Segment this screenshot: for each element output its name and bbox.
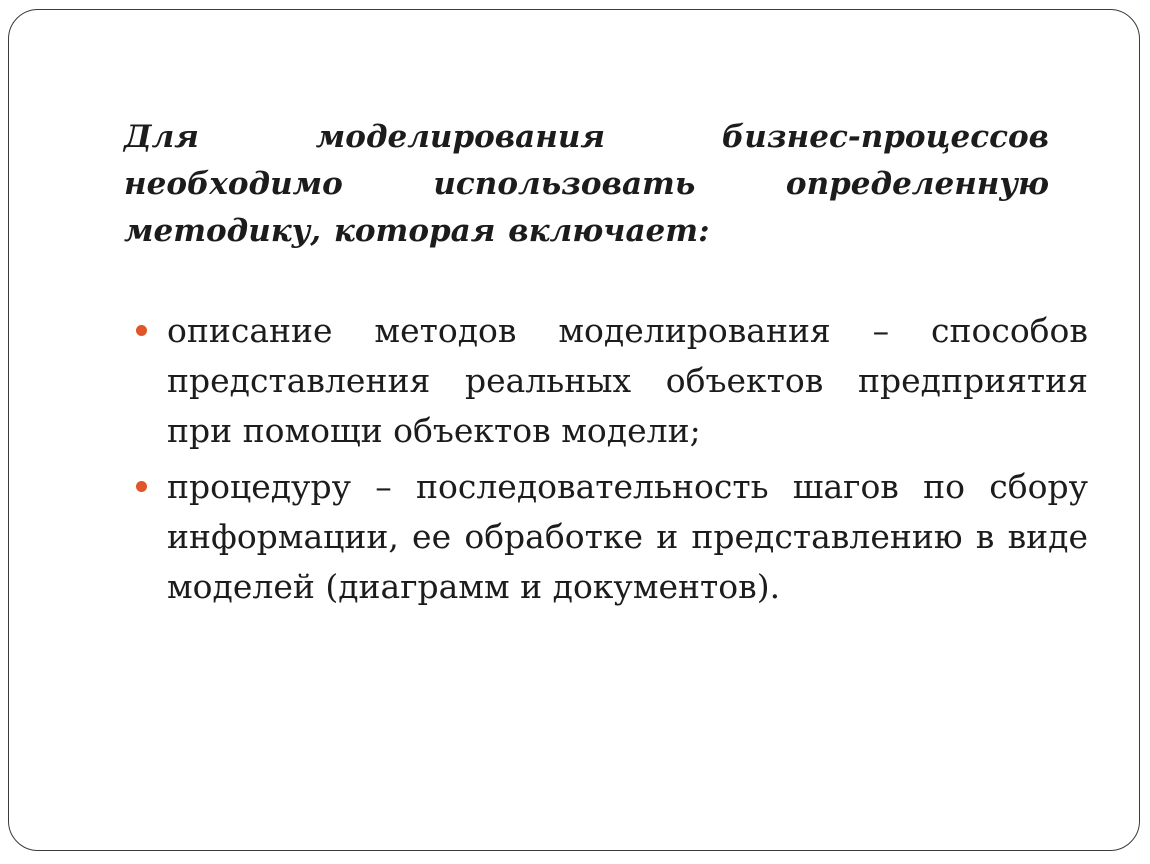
bullet-dot-icon: [136, 325, 147, 336]
slide-frame: [8, 9, 1140, 851]
bullet-item: [136, 462, 1088, 612]
bullet-item: [136, 306, 1088, 456]
bullet-list: [136, 306, 1088, 618]
slide-title: Для моделирования бизнес-процессов необходимо использовать определенную методику, которая включает:: [124, 119, 1049, 249]
bullet-dot-icon: [136, 481, 147, 492]
bullet-text: описание методов моделирования – способов представления реальных объектов предприятия при помощи объектов модели;: [167, 311, 1088, 450]
bullet-text: процедуру – последовательность шагов по сбору информации, ее обработке и представлению в виде моделей (диаграмм и документов).: [167, 467, 1088, 606]
